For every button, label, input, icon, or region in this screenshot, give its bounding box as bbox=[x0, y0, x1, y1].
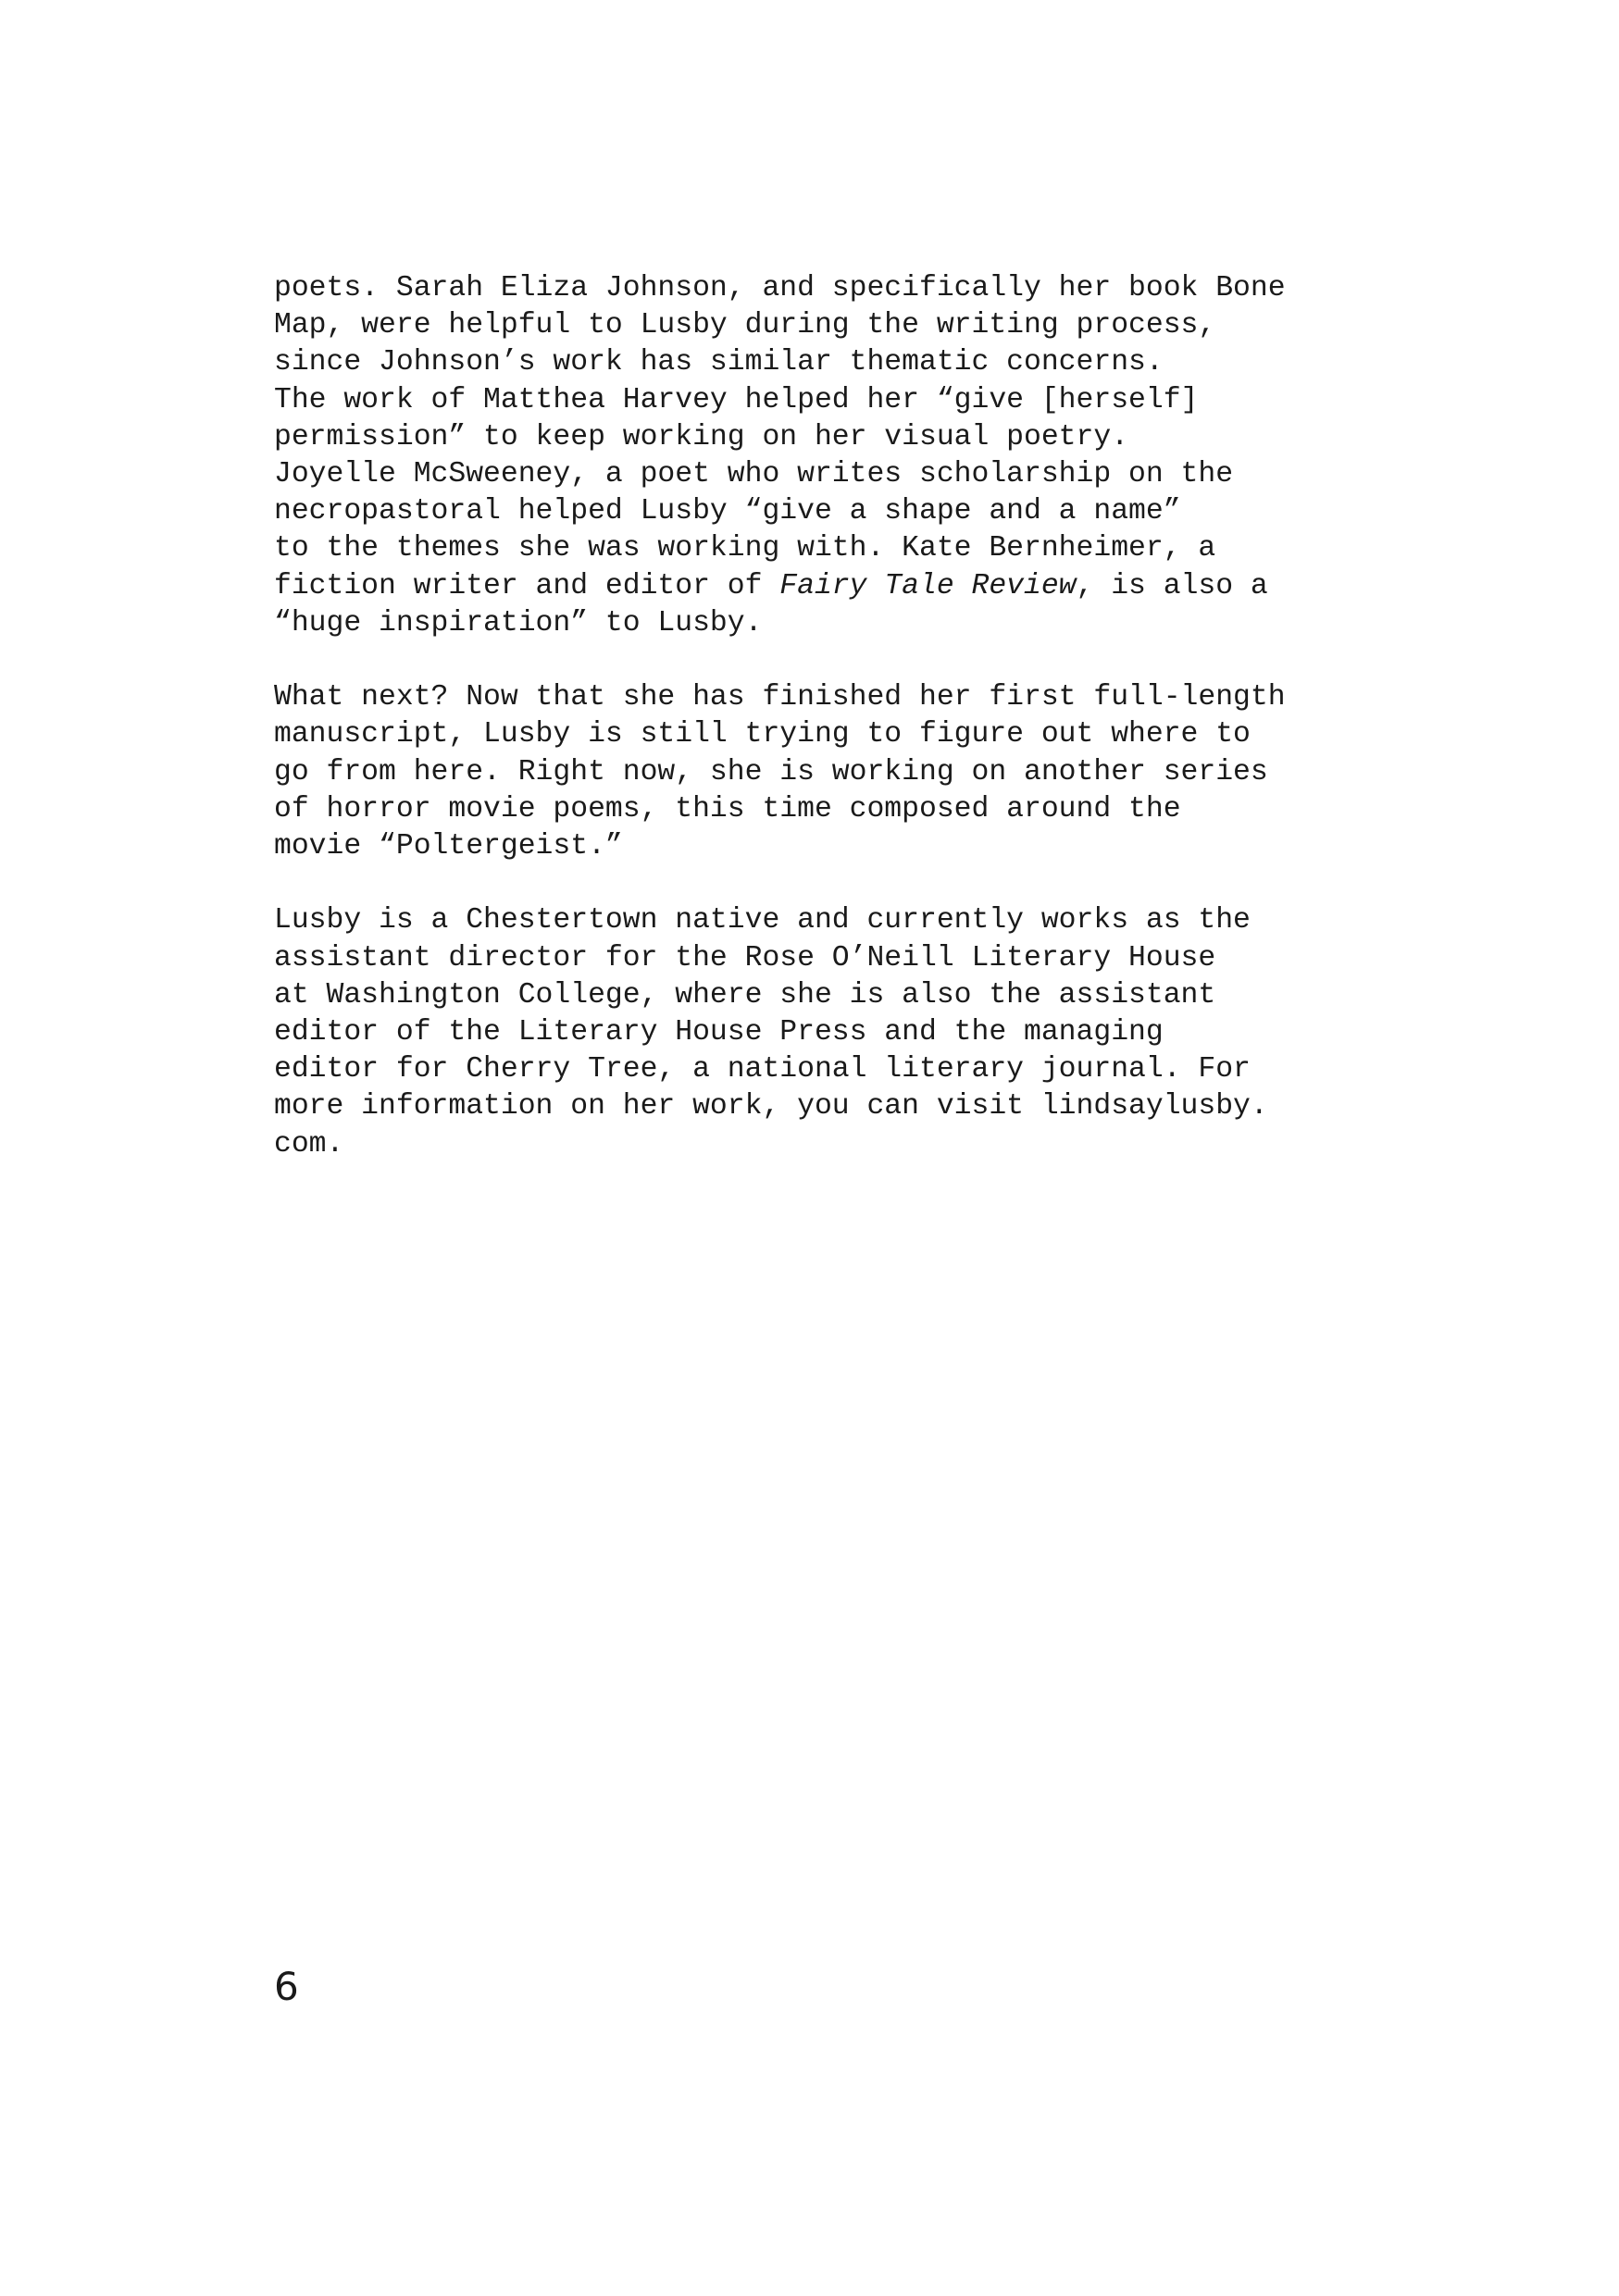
text-line: editor of the Literary House Press and the managing bbox=[274, 1016, 1164, 1049]
text-line-with-title bbox=[274, 568, 1366, 605]
text-line: manuscript, Lusby is still trying to figure out where to bbox=[274, 718, 1251, 751]
text-segment: fiction writer and editor of bbox=[274, 569, 780, 602]
text-line: more information on her work, you can visit lindsaylusby. bbox=[274, 1090, 1268, 1123]
paragraph-influences bbox=[274, 270, 1366, 642]
text-segment: , is also a bbox=[1076, 569, 1268, 602]
text-line: Joyelle McSweeney, a poet who writes scholarship on the bbox=[274, 458, 1234, 491]
page-number: 6 bbox=[274, 1964, 299, 2009]
article-body bbox=[274, 270, 1366, 1200]
text-line: permission” to keep working on her visual poetry. bbox=[274, 420, 1129, 453]
text-line: assistant director for the Rose O’Neill Literary House bbox=[274, 941, 1216, 974]
paragraph-what-next bbox=[274, 679, 1366, 865]
journal-title: Fairy Tale Review bbox=[779, 569, 1077, 602]
text-line: Lusby is a Chestertown native and currently works as the bbox=[274, 904, 1251, 937]
text-line: editor for Cherry Tree, a national literary journal. For bbox=[274, 1053, 1251, 1086]
text-line: necropastoral helped Lusby “give a shape and a name” bbox=[274, 495, 1181, 528]
text-line: go from here. Right now, she is working on another series bbox=[274, 755, 1268, 788]
text-line: at Washington College, where she is also the assistant bbox=[274, 978, 1216, 1011]
text-line: movie “Poltergeist.” bbox=[274, 830, 623, 863]
text-line: The work of Matthea Harvey helped her “give [herself] bbox=[274, 383, 1199, 416]
text-line: since Johnson’s work has similar thematic concerns. bbox=[274, 346, 1164, 379]
paragraph-bio bbox=[274, 902, 1366, 1162]
text-line: “huge inspiration” to Lusby. bbox=[274, 606, 763, 639]
text-line: of horror movie poems, this time composed around the bbox=[274, 792, 1181, 825]
text-line: com. bbox=[274, 1127, 344, 1160]
text-line: What next? Now that she has finished her first full-length bbox=[274, 681, 1286, 714]
text-line: poets. Sarah Eliza Johnson, and specifically her book Bone bbox=[274, 272, 1286, 304]
text-line: Map, were helpful to Lusby during the writing process, bbox=[274, 309, 1216, 342]
text-line: to the themes she was working with. Kate Bernheimer, a bbox=[274, 532, 1216, 565]
